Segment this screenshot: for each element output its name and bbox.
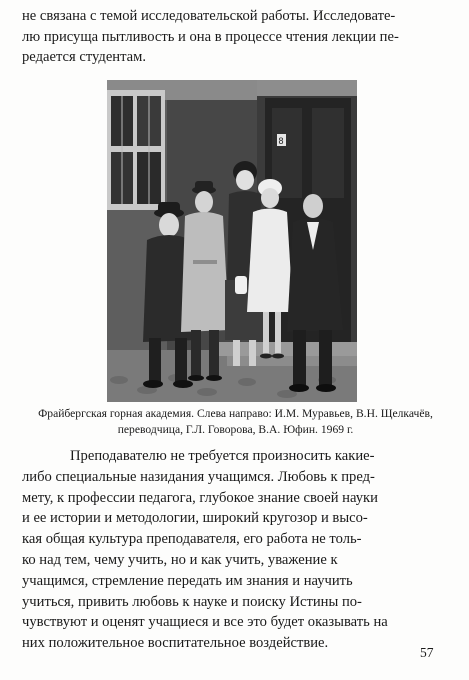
intro-line: лю присуща пытливость и она в процессе чтения лекции пе-	[22, 28, 399, 45]
body-line: либо специальные назидания учащимся. Любовь к пред-	[22, 468, 375, 485]
intro-line: не связана с темой исследовательской работы. Исследовате-	[22, 8, 396, 24]
body-paragraph	[22, 446, 447, 654]
body-line: чувствуют и оценят учащиеся и все это будет оказывать на	[22, 614, 388, 631]
body-line: мету, к профессии педагога, глубокое знание своей науки	[22, 489, 378, 506]
body-line: и ее истории и методологии, широкий кругозор и высо-	[22, 510, 368, 527]
body-line: них положительное воспитательное воздействие.	[22, 635, 329, 652]
page-number: 57	[420, 645, 434, 660]
photo-caption	[28, 406, 443, 438]
intro-line: редается студентам.	[22, 49, 147, 65]
body-line: ко над тем, чему учить, но и как учить, уважение к	[22, 551, 338, 568]
intro-paragraph	[22, 6, 447, 68]
door-number: 8	[278, 136, 284, 146]
body-line: Преподавателю не требуется произносить какие-	[70, 448, 375, 464]
group-photo	[107, 80, 357, 402]
body-line: учиться, привить любовь к науке и поиску Истины по-	[22, 593, 362, 610]
caption-line-1: Фрайбергская горная академия. Слева направо: И.М. Муравьев, В.Н. Щелкачёв,	[38, 407, 433, 420]
body-line: кая общая культура преподавателя, его работа не толь-	[22, 531, 362, 548]
body-line: учащимся, стремление передать им знания и научить	[22, 572, 353, 589]
caption-line-2: переводчица, Г.Л. Говорова, В.А. Юфин. 1969 г.	[117, 423, 354, 436]
